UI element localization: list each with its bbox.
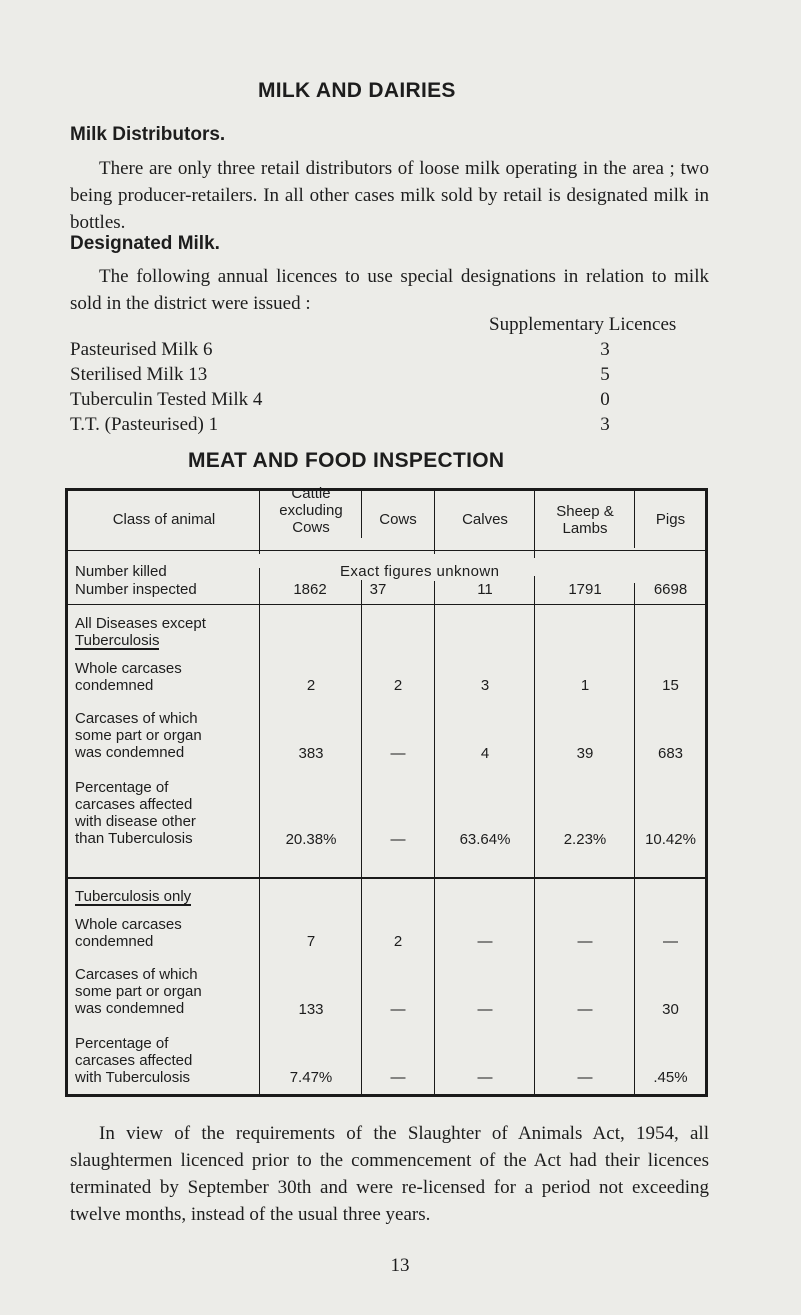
row-label-line: condemned — [75, 677, 154, 694]
row-label-tb-part-condemned — [75, 966, 259, 1017]
row-label-line: with disease other — [75, 813, 196, 830]
header-sheep-line: Lambs — [562, 520, 608, 537]
section-label-all-diseases — [75, 615, 259, 650]
header-class-of-animal: Class of animal — [112, 511, 216, 528]
all-part-calves: 4 — [480, 745, 490, 762]
table-border-right — [705, 488, 708, 1097]
all-whole-calves: 3 — [480, 677, 490, 694]
tb-pct-calves: — — [477, 1069, 493, 1086]
row-label-percentage-other — [75, 779, 259, 847]
row-label-line: Percentage of — [75, 1035, 169, 1052]
licence-supplementary-value: 3 — [600, 339, 610, 360]
paragraph-milk-distributors: There are only three retail distributors of loose milk operating in the area ; two being producer-retailers. In all other cases milk sold by retail is designated milk in bottles. — [70, 158, 709, 233]
row-label-tb-whole-condemned — [75, 916, 259, 950]
column-separator — [259, 488, 260, 554]
column-separator — [634, 583, 635, 1094]
table-rule — [65, 604, 708, 605]
table-rule — [65, 1094, 708, 1097]
row-label-line: Whole carcases — [75, 916, 182, 933]
table-rule — [65, 877, 708, 879]
all-part-pigs: 683 — [657, 745, 684, 762]
column-separator — [259, 568, 260, 1094]
inspected-pigs: 6698 — [653, 581, 688, 598]
supplementary-licences-header: Supplementary Licences — [489, 314, 677, 335]
inspected-cows: 37 — [369, 581, 387, 598]
tb-whole-calves: — — [477, 933, 493, 950]
all-pct-calves: 63.64% — [459, 831, 511, 848]
tb-part-cattle: 133 — [298, 1001, 324, 1018]
paragraph-slaughter-act: In view of the requirements of the Slaughter of Animals Act, 1954, all slaughtermen licenced prior to the commencement of the Act had their licences terminated by September 30th and were re-licensed for a period not exceeding twelve months, instead of the usual three years. — [70, 1123, 709, 1225]
meat-inspection-table — [65, 485, 708, 1097]
section-label-line: Tuberculosis only — [75, 888, 192, 905]
licence-label: Tuberculin Tested Milk 4 — [70, 389, 263, 410]
tb-whole-cows: 2 — [393, 933, 403, 950]
row-label-line: with Tuberculosis — [75, 1069, 191, 1086]
row-label-line: Carcases of which — [75, 966, 198, 983]
row-label-line: carcases affected — [75, 796, 193, 813]
tb-whole-sheep: — — [577, 933, 593, 950]
paragraph-designated-milk: The following annual licences to use special designations in relation to milk sold in the district were issued : — [70, 266, 709, 314]
tb-part-calves: — — [477, 1001, 493, 1018]
row-label-line: was condemned — [75, 1000, 185, 1017]
header-sheep-line: Sheep & — [556, 503, 614, 520]
tb-pct-cattle: 7.47% — [289, 1069, 333, 1086]
section-label-tb-only — [75, 888, 259, 906]
licence-label: Sterilised Milk 13 — [70, 364, 208, 385]
column-separator — [534, 488, 535, 558]
all-whole-cows: 2 — [393, 677, 403, 694]
header-cattle-line: Cows — [292, 519, 330, 536]
table-rule — [65, 488, 708, 491]
inspected-calves: 11 — [477, 581, 493, 598]
row-label-line: some part or organ — [75, 983, 202, 1000]
header-cattle — [261, 485, 361, 536]
licence-supplementary-value: 5 — [600, 364, 610, 385]
column-separator — [534, 576, 535, 1094]
row-label-line: carcases affected — [75, 1052, 193, 1069]
row-label-number-killed: Number killed — [75, 563, 167, 580]
all-whole-pigs: 15 — [662, 677, 679, 694]
licence-label: T.T. (Pasteurised) 1 — [70, 414, 219, 435]
column-separator — [434, 488, 435, 554]
row-label-line: condemned — [75, 933, 154, 950]
row-label-part-condemned — [75, 710, 259, 761]
all-whole-sheep: 1 — [580, 677, 590, 694]
column-separator — [434, 581, 435, 1094]
all-whole-cattle: 2 — [306, 677, 316, 694]
all-part-sheep: 39 — [576, 745, 594, 762]
licence-label: Pasteurised Milk 6 — [70, 339, 213, 360]
licence-supplementary-value: 0 — [600, 389, 610, 410]
killed-note: Exact figures unknown — [340, 563, 500, 580]
tb-whole-pigs: — — [663, 933, 678, 950]
tb-part-pigs: 30 — [662, 1001, 679, 1018]
all-part-cattle: 383 — [298, 745, 324, 762]
tb-whole-cattle: 7 — [306, 933, 316, 950]
tb-pct-pigs: .45% — [653, 1069, 688, 1086]
heading-designated-milk: Designated Milk. — [70, 233, 220, 254]
row-label-line: than Tuberculosis — [75, 830, 193, 847]
column-separator — [361, 488, 362, 538]
section-label-line: Tuberculosis — [75, 632, 160, 649]
row-label-line: Percentage of — [75, 779, 169, 796]
section-label-line: All Diseases except — [75, 615, 206, 632]
row-label-number-inspected: Number inspected — [75, 581, 197, 598]
inspected-sheep: 1791 — [568, 581, 602, 598]
row-label-whole-condemned — [75, 660, 259, 694]
row-label-line: was condemned — [75, 744, 185, 761]
inspected-cattle: 1862 — [293, 581, 327, 598]
page-number: 13 — [390, 1255, 410, 1276]
all-pct-sheep: 2.23% — [563, 831, 607, 848]
tb-pct-sheep: — — [577, 1069, 593, 1086]
header-cows: Cows — [379, 511, 417, 528]
all-pct-cattle: 20.38% — [285, 831, 337, 848]
all-pct-cows: — — [390, 831, 406, 848]
header-cattle-line: excluding — [279, 502, 343, 519]
table-border-left — [65, 488, 68, 1097]
header-pigs: Pigs — [655, 511, 686, 528]
heading-milk-distributors: Milk Distributors. — [70, 124, 226, 145]
column-separator — [361, 578, 362, 1094]
tb-part-sheep: — — [577, 1001, 593, 1018]
all-pct-pigs: 10.42% — [645, 831, 696, 848]
header-calves: Calves — [462, 511, 508, 528]
row-label-line: some part or organ — [75, 727, 202, 744]
licence-supplementary-value: 3 — [600, 414, 610, 435]
row-label-line: Carcases of which — [75, 710, 198, 727]
header-sheep-lambs — [536, 503, 634, 537]
tb-part-cows: — — [390, 1001, 406, 1018]
page-title-milk: MILK AND DAIRIES — [258, 79, 456, 102]
table-rule — [65, 550, 708, 551]
all-part-cows: — — [390, 745, 406, 762]
tb-pct-cows: — — [390, 1069, 406, 1086]
column-separator — [634, 488, 635, 548]
row-label-tb-percentage — [75, 1035, 259, 1086]
header-cattle-line: Cattle — [291, 485, 331, 502]
page-title-meat: MEAT AND FOOD INSPECTION — [188, 449, 505, 472]
row-label-line: Whole carcases — [75, 660, 182, 677]
